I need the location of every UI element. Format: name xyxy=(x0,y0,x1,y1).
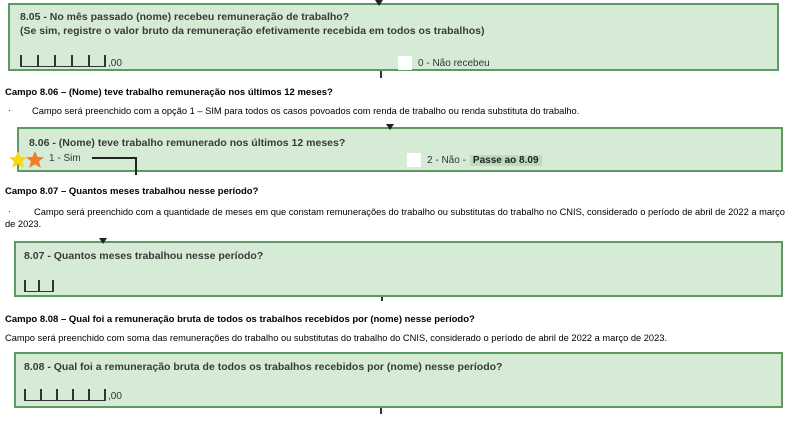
sim-leader-drop xyxy=(135,157,137,175)
form-box-8-07 xyxy=(14,241,783,297)
question-8-06: 8.06 - (Nome) teve trabalho remunerado nos últimos 12 meses? xyxy=(29,137,346,149)
question-8-08: 8.08 - Qual foi a remuneração bruta de todos os trabalhos recebidos por (nome) nesse período? xyxy=(24,361,503,373)
question-8-05: 8.05 - No mês passado (nome) recebeu remuneração de trabalho? xyxy=(20,11,350,23)
months-input-8-07[interactable] xyxy=(24,273,54,292)
option-sim[interactable] xyxy=(49,153,81,164)
question-8-07: 8.07 - Quantos meses trabalhou nesse período? xyxy=(24,250,264,262)
bullet-8-06: · xyxy=(8,105,11,115)
option-sim-label: 1 - Sim xyxy=(49,153,81,164)
sim-leader-line xyxy=(92,157,136,159)
checkbox-nao-806[interactable] xyxy=(407,153,421,167)
form-box-8-05 xyxy=(8,3,779,71)
form-box-8-06 xyxy=(17,127,783,172)
heading-campo-8-06: Campo 8.06 – (Nome) teve trabalho remuneração nos últimos 12 meses? xyxy=(5,87,333,98)
value-input-8-05[interactable] xyxy=(20,48,106,67)
cents-label-8-05: ,00 xyxy=(108,58,122,69)
value-input-8-08[interactable] xyxy=(24,382,106,401)
question-8-05-note: (Se sim, registre o valor bruto da remuneração efetivamente recebida em todos os trabalhos) xyxy=(20,25,485,37)
flow-tick xyxy=(380,408,382,414)
flow-arrow-icon xyxy=(99,238,107,244)
cents-label-8-08: ,00 xyxy=(108,391,122,402)
text-campo-8-06: Campo será preenchido com a opção 1 – SIM para todos os casos povoados com renda de trabalho ou renda substituta do trabalho. xyxy=(32,106,580,116)
heading-campo-8-08: Campo 8.08 – Qual foi a remuneração bruta de todos os trabalhos recebidos por (nome) nesse período? xyxy=(5,314,475,325)
flow-arrow-icon xyxy=(375,0,383,6)
bullet-8-07: · xyxy=(8,206,11,216)
checkbox-nao-recebeu[interactable] xyxy=(398,56,412,70)
stars-icon xyxy=(8,150,48,170)
option-nao-recebeu[interactable] xyxy=(398,56,490,70)
flow-tick xyxy=(380,71,382,78)
form-box-8-08 xyxy=(14,352,783,408)
heading-campo-8-07: Campo 8.07 – Quantos meses trabalhou nesse período? xyxy=(5,186,259,197)
text-campo-8-08: Campo será preenchido com soma das remunerações do trabalho ou substitutas do trabalho do CNIS, considerado o período de abril de 2022 a março de 2023. xyxy=(5,333,668,343)
orange-star-icon xyxy=(26,151,44,168)
text-campo-8-07: Campo será preenchido com a quantidade de meses em que constam remunerações do trabalho ou substitutas do trabalho no CNIS, considerado o período de abril de 2022 a março de 2023. xyxy=(5,207,785,229)
flow-arrow-icon xyxy=(386,124,394,130)
yellow-star-icon xyxy=(9,151,27,168)
option-nao-806-label: 2 - Não - xyxy=(427,154,466,166)
option-nao-806[interactable] xyxy=(407,153,542,167)
flow-tick xyxy=(381,297,383,301)
option-nao-recebeu-label: 0 - Não recebeu xyxy=(418,57,490,69)
skip-instruction: Passe ao 8.09 xyxy=(470,155,542,166)
